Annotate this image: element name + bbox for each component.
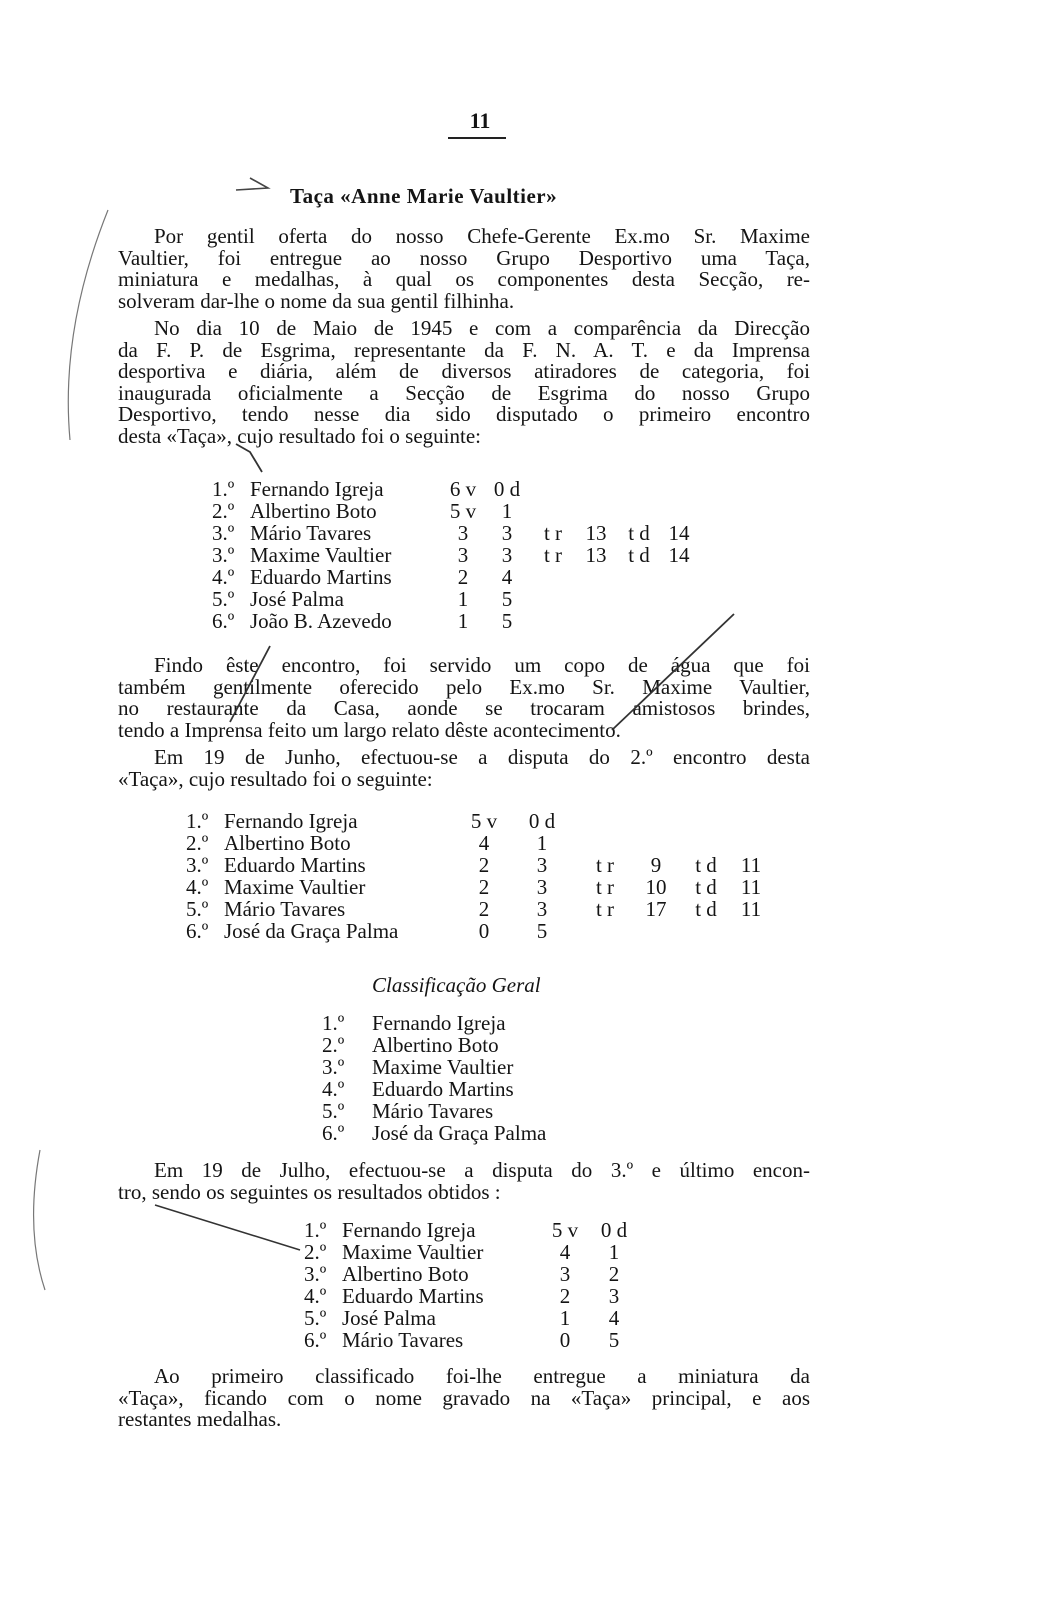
result-cell: 4.º — [186, 875, 209, 899]
result-row — [186, 854, 772, 876]
result-cell: Maxime Vaultier — [372, 1055, 514, 1079]
pen-diagonal-stroke — [155, 1205, 300, 1250]
result-cell: 3.º — [212, 521, 235, 545]
text-line: desportiva e diária, além de diversos atiradores de categoria, foi — [118, 359, 810, 383]
result-cell — [580, 920, 636, 942]
result-row — [304, 1219, 642, 1241]
result-cell: 4.º — [322, 1077, 345, 1101]
result-row — [322, 1122, 608, 1144]
result-cell — [580, 810, 636, 832]
result-cell: José da Graça Palma — [372, 1121, 547, 1145]
third-encounter-results — [304, 1219, 642, 1351]
result-cell: Fernando Igreja — [224, 809, 358, 833]
result-cell: 3.º — [186, 853, 209, 877]
result-cell: 2.º — [304, 1240, 327, 1264]
result-cell: 3 — [608, 1284, 620, 1308]
result-cell: 3 — [536, 875, 548, 899]
result-cell: t d — [628, 521, 650, 545]
result-cell: 4 — [478, 831, 490, 855]
result-cell — [534, 566, 578, 588]
closing-paragraph — [118, 1366, 810, 1431]
result-cell: Fernando Igreja — [342, 1218, 476, 1242]
pen-stroke — [236, 444, 262, 472]
text-line: «Taça», cujo resultado foi o seguinte: — [118, 766, 433, 791]
result-cell: 0 d — [493, 477, 521, 501]
result-cell: t r — [543, 543, 563, 567]
result-cell: 5.º — [212, 587, 235, 611]
result-cell: 4.º — [212, 565, 235, 589]
result-cell — [664, 566, 700, 588]
result-cell — [620, 610, 664, 632]
result-cell: 4.º — [304, 1284, 327, 1308]
result-cell — [534, 500, 578, 522]
result-row — [304, 1285, 642, 1307]
result-cell: 1 — [501, 499, 513, 523]
text-line-content: Em 19 de Julho, efectuou-se a disputa do 3.º e último encon- — [154, 1158, 810, 1182]
result-cell: 11 — [740, 897, 762, 921]
result-cell: 14 — [668, 521, 690, 545]
result-row — [304, 1263, 642, 1285]
result-cell: 6.º — [322, 1121, 345, 1145]
result-cell: 5 — [536, 919, 548, 943]
result-cell: 2 — [457, 565, 469, 589]
result-cell: 5.º — [304, 1306, 327, 1330]
result-cell: 2 — [559, 1284, 571, 1308]
result-cell: José Palma — [250, 587, 344, 611]
result-cell — [664, 610, 700, 632]
result-cell: 0 — [559, 1328, 571, 1352]
result-cell: Maxime Vaultier — [250, 543, 392, 567]
text-line: tendo a Imprensa feito um largo relato dêste acontecimento. — [118, 717, 621, 742]
result-cell: Mário Tavares — [342, 1328, 464, 1352]
result-row — [322, 1034, 608, 1056]
result-cell — [682, 832, 736, 854]
text-line: desta «Taça», cujo resultado foi o seguinte: — [118, 423, 481, 448]
general-classification — [322, 1012, 608, 1144]
page-number: 11 — [469, 108, 491, 133]
result-cell: t d — [628, 543, 650, 567]
text-line: tro, sendo os seguintes os resultados obtidos : — [118, 1179, 501, 1204]
result-cell: Maxime Vaultier — [224, 875, 366, 899]
result-cell: 5.º — [322, 1099, 345, 1123]
result-cell: Eduardo Martins — [342, 1284, 484, 1308]
text-line-content: Por gentil oferta do nosso Chefe-Gerente Ex.mo Sr. Maxime — [154, 224, 810, 248]
result-cell: 11 — [740, 875, 762, 899]
text-line — [118, 226, 810, 248]
result-cell: 3 — [559, 1262, 571, 1286]
result-cell — [534, 610, 578, 632]
result-cell: 5 — [501, 609, 513, 633]
result-cell — [578, 588, 620, 610]
text-line: «Taça», ficando com o nome gravado na «Taça» principal, e aos — [118, 1385, 810, 1410]
text-line — [118, 1366, 810, 1388]
result-cell: t r — [543, 521, 563, 545]
result-cell — [534, 588, 578, 610]
text-line: Desportivo, tendo nesse dia sido disputado o primeiro encontro — [118, 402, 810, 426]
result-row — [322, 1078, 608, 1100]
result-cell: 4 — [501, 565, 513, 589]
result-row — [212, 478, 700, 500]
text-line-content: No dia 10 de Maio de 1945 e com a comparência da Direcção — [154, 316, 810, 340]
result-row — [212, 588, 700, 610]
third-encounter-paragraph — [118, 1160, 810, 1203]
result-cell: Maxime Vaultier — [342, 1240, 484, 1264]
result-cell: t r — [595, 897, 615, 921]
result-cell: Mário Tavares — [372, 1099, 494, 1123]
result-row — [304, 1329, 642, 1351]
result-cell: 1 — [457, 609, 469, 633]
result-cell: 3 — [501, 521, 513, 545]
result-cell: 6 v — [449, 477, 477, 501]
result-cell: 2 — [478, 875, 490, 899]
result-cell: 5 v — [470, 809, 498, 833]
result-row — [186, 920, 772, 942]
result-cell: Eduardo Martins — [224, 853, 366, 877]
result-cell: 5.º — [186, 897, 209, 921]
result-cell — [620, 566, 664, 588]
result-cell — [534, 478, 578, 500]
reception-paragraph — [118, 655, 810, 741]
text-line-content: Em 19 de Junho, efectuou-se a disputa do 2.º encontro desta — [154, 745, 810, 769]
result-cell: Eduardo Martins — [250, 565, 392, 589]
result-cell: 1.º — [186, 809, 209, 833]
result-row — [212, 500, 700, 522]
text-line — [118, 318, 810, 340]
text-line — [118, 747, 810, 769]
result-cell: Fernando Igreja — [372, 1011, 506, 1035]
result-cell: 11 — [740, 853, 762, 877]
result-cell — [578, 610, 620, 632]
classification-title: Classificação Geral — [372, 973, 541, 997]
result-cell: 4 — [608, 1306, 620, 1330]
result-cell: 4 — [559, 1240, 571, 1264]
second-encounter-results — [186, 810, 772, 942]
result-cell: 1 — [559, 1306, 571, 1330]
second-encounter-paragraph — [118, 747, 810, 790]
result-row — [212, 566, 700, 588]
result-cell: 2.º — [322, 1033, 345, 1057]
result-cell: 3 — [536, 853, 548, 877]
result-cell: 13 — [585, 543, 607, 567]
result-cell — [736, 810, 772, 832]
text-line-content: Ao primeiro classificado foi-lhe entregue a miniatura da — [154, 1364, 810, 1388]
text-line-content: Findo êste encontro, foi servido um copo de água que foi — [154, 653, 810, 677]
text-line: também gentilmente oferecido pelo Ex.mo Sr. Maxime Vaultier, — [118, 674, 810, 699]
result-cell: 17 — [645, 897, 667, 921]
result-cell: 3 — [536, 897, 548, 921]
text-line: restantes medalhas. — [118, 1407, 282, 1431]
result-cell: 3 — [501, 543, 513, 567]
result-cell: 3.º — [304, 1262, 327, 1286]
result-cell: 3 — [457, 521, 469, 545]
text-line — [118, 655, 810, 677]
inauguration-paragraph — [118, 318, 810, 447]
result-cell: 5 v — [449, 499, 477, 523]
result-cell: 2.º — [186, 831, 209, 855]
result-cell: 3.º — [212, 543, 235, 567]
section-title: Taça «Anne Marie Vaultier» — [290, 184, 558, 208]
result-cell — [682, 920, 736, 942]
result-cell: 6.º — [304, 1328, 327, 1352]
result-cell: 9 — [650, 853, 662, 877]
result-row — [322, 1056, 608, 1078]
result-row — [212, 610, 700, 632]
result-row — [212, 544, 700, 566]
result-cell: Albertino Boto — [372, 1033, 499, 1057]
result-cell: José Palma — [342, 1306, 436, 1330]
result-cell: 2 — [478, 897, 490, 921]
result-cell: t r — [595, 875, 615, 899]
result-cell — [580, 832, 636, 854]
result-cell: 5 — [501, 587, 513, 611]
result-cell — [578, 566, 620, 588]
result-row — [186, 876, 772, 898]
result-cell: 2.º — [212, 499, 235, 523]
result-cell: 1.º — [304, 1218, 327, 1242]
result-row — [304, 1241, 642, 1263]
pen-arrow-mark — [236, 178, 268, 190]
result-cell: 6.º — [186, 919, 209, 943]
result-cell — [664, 588, 700, 610]
result-cell: 2 — [478, 853, 490, 877]
result-cell — [682, 810, 736, 832]
text-line: Vaultier, foi entregue ao nosso Grupo Desportivo uma Taça, — [118, 245, 810, 270]
text-line: inaugurada oficialmente a Secção de Esgrima do nosso Grupo — [118, 380, 810, 405]
text-line: no restaurante da Casa, aonde se trocaram amistosos brindes, — [118, 696, 810, 720]
result-cell — [736, 920, 772, 942]
result-cell: 1.º — [212, 477, 235, 501]
result-cell: 1.º — [322, 1011, 345, 1035]
margin-stroke — [34, 1150, 45, 1290]
result-row — [322, 1100, 608, 1122]
result-cell — [636, 920, 682, 942]
result-cell: 10 — [645, 875, 667, 899]
text-line — [118, 1160, 810, 1182]
result-cell: 1 — [457, 587, 469, 611]
result-row — [212, 522, 700, 544]
result-cell: t d — [695, 875, 717, 899]
result-cell: 5 v — [551, 1218, 579, 1242]
result-cell: José da Graça Palma — [224, 919, 399, 943]
result-cell — [664, 500, 700, 522]
result-cell: 3.º — [322, 1055, 345, 1079]
result-cell: Albertino Boto — [224, 831, 351, 855]
result-row — [186, 810, 772, 832]
margin-stroke — [68, 210, 108, 440]
result-cell: 0 d — [600, 1218, 628, 1242]
result-cell — [620, 588, 664, 610]
result-cell: t d — [695, 853, 717, 877]
result-cell: 0 d — [528, 809, 556, 833]
result-cell: Fernando Igreja — [250, 477, 384, 501]
result-cell — [620, 500, 664, 522]
result-row — [304, 1307, 642, 1329]
result-cell — [664, 478, 700, 500]
result-cell: t d — [695, 897, 717, 921]
result-cell: 6.º — [212, 609, 235, 633]
result-cell — [636, 810, 682, 832]
result-cell — [578, 478, 620, 500]
result-cell: 13 — [585, 521, 607, 545]
result-cell — [736, 832, 772, 854]
result-row — [186, 898, 772, 920]
text-line: da F. P. de Esgrima, representante da F. N. A. T. e da Imprensa — [118, 337, 810, 362]
text-line: miniatura e medalhas, à qual os componentes desta Secção, re- — [118, 267, 810, 291]
result-cell — [578, 500, 620, 522]
result-cell: 1 — [536, 831, 548, 855]
text-line: solveram dar-lhe o nome da sua gentil filhinha. — [118, 288, 515, 313]
result-cell — [620, 478, 664, 500]
result-cell: Eduardo Martins — [372, 1077, 514, 1101]
result-cell: Albertino Boto — [250, 499, 377, 523]
result-cell: João B. Azevedo — [250, 609, 392, 633]
result-row — [186, 832, 772, 854]
result-cell: 14 — [668, 543, 690, 567]
result-row — [322, 1012, 608, 1034]
result-cell: Mário Tavares — [250, 521, 372, 545]
page-number-rule — [448, 137, 506, 139]
result-cell — [636, 832, 682, 854]
result-cell: 5 — [608, 1328, 620, 1352]
result-cell: 0 — [478, 919, 490, 943]
result-cell: 1 — [608, 1240, 620, 1264]
result-cell: Mário Tavares — [224, 897, 346, 921]
intro-paragraph — [118, 226, 810, 312]
result-cell: Albertino Boto — [342, 1262, 469, 1286]
result-cell: 3 — [457, 543, 469, 567]
result-cell: 2 — [608, 1262, 620, 1286]
first-encounter-results — [212, 478, 700, 632]
result-cell: t r — [595, 853, 615, 877]
